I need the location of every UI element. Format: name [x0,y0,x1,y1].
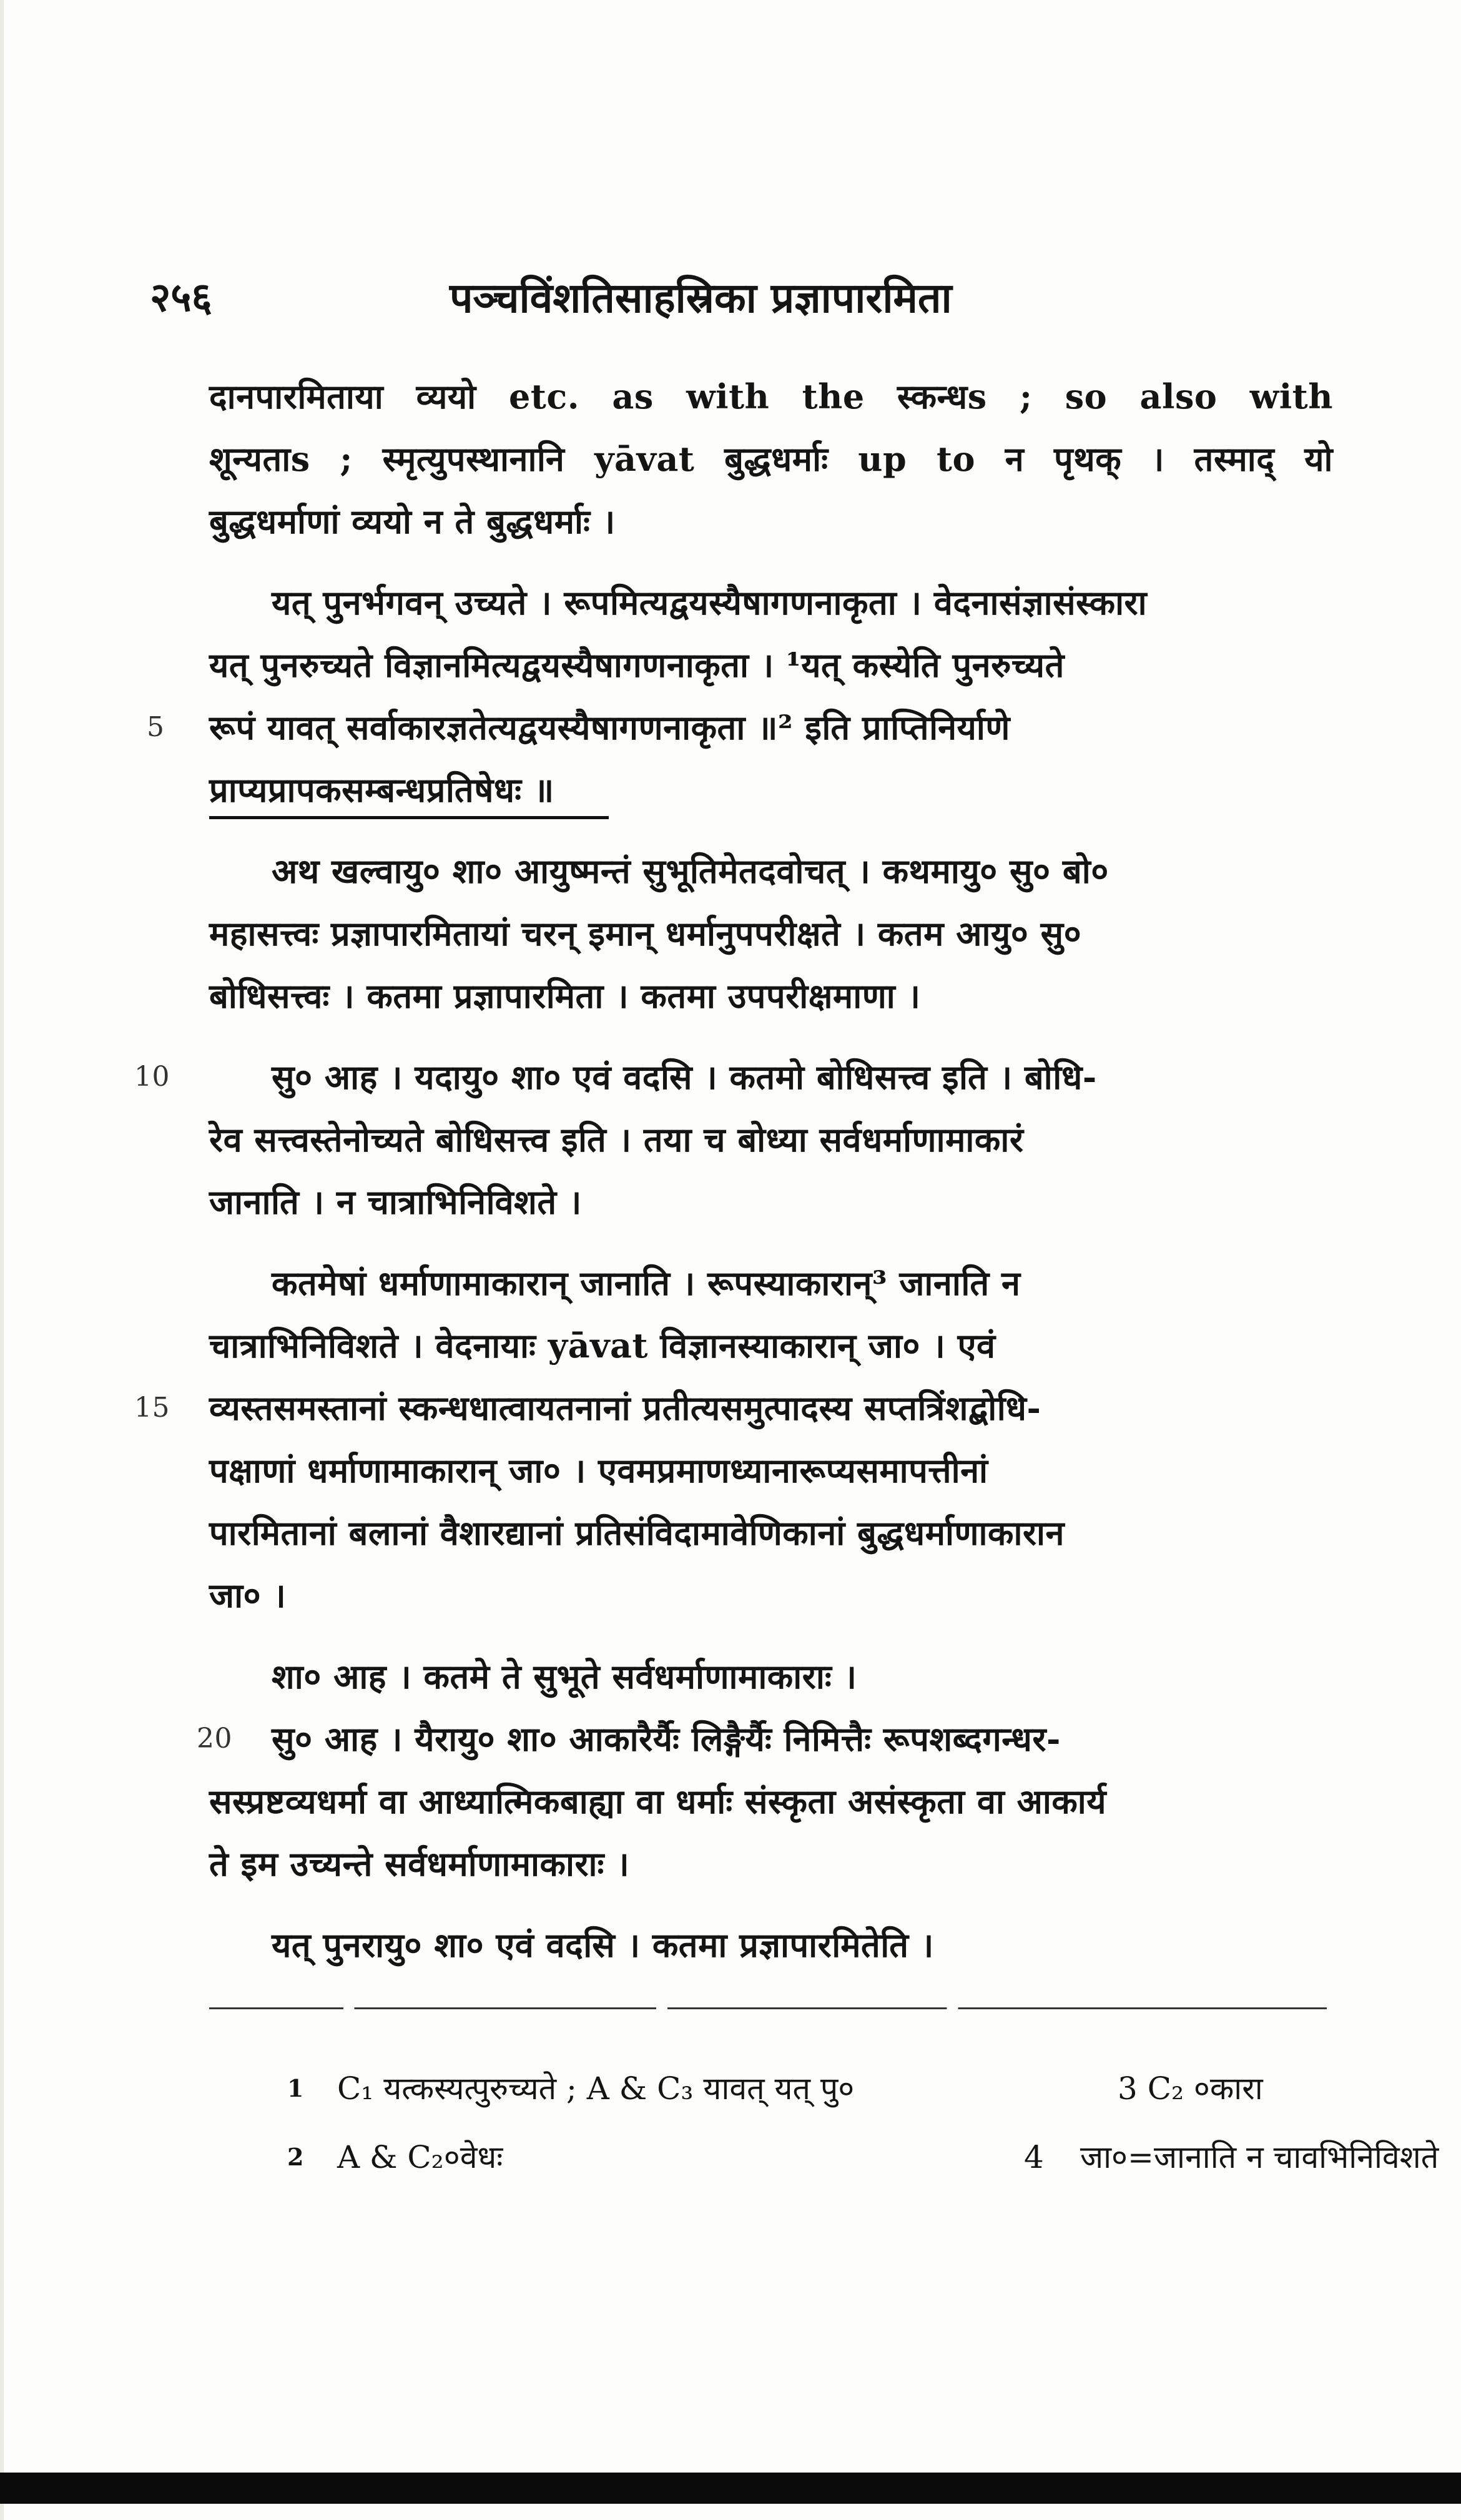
line-text: सस्प्रष्टव्यधर्मा वा आध्यात्मिकबाह्या वा धर्माः संस्कृता असंस्कृता वा आकार्य [209,1781,1107,1821]
footnote-text: A & C₂०वेधः [337,2139,503,2175]
line-text: बोधिसत्त्वः । कतमा प्रज्ञापारमिता । कतमा उपपरीक्षमाणा । [209,976,921,1016]
footnote-row [287,2123,1439,2192]
line-text: बुद्धधर्माणां व्ययो न ते बुद्धधर्माः । [209,501,616,541]
text-line [209,571,1333,634]
line-text: शून्यताs ; स्मृत्युपस्थानानि yāvat बुद्धधर्माः up to न पृथक् । तस्माद् यो [209,439,1333,479]
footnote-row [287,2054,1336,2123]
text-line [209,1833,1333,1895]
footnote-text: C₁ यत्कस्यत्पुरुच्यते ; A & C₃ यावत् यत् पु० [337,2070,855,2107]
text-line [134,1377,1333,1439]
line-text: यत् पुनरायु० शा० एवं वदसि । कतमा प्रज्ञापारमितेति । [272,1925,934,1965]
line-number: 5 [147,711,165,743]
text-line [209,1171,1333,1233]
text-line [134,1046,1333,1108]
text-line [209,1564,1333,1627]
line-text: यत् पुनरुच्यते विज्ञानमित्यद्वयस्यैषागणनाकृता । ¹यत् कस्येति पुनरुच्यते [209,645,1065,685]
line-text: ते इम उच्यन्ते सर्वधर्माणामाकाराः । [209,1844,630,1884]
text-line [209,1314,1333,1377]
footnote-number: 2 [287,2143,304,2171]
line-text: जानाति । न चात्राभिनिविशते । [209,1182,582,1222]
footnote-text: 3 C₂ ०कारा [1118,2070,1263,2107]
line-text: रेव सत्त्वस्तेनोच्यते बोधिसत्त्व इति । तया च बोध्या सर्वधर्माणामाकारं [209,1120,1024,1159]
text-line [209,840,1333,902]
heading-underline [209,816,609,819]
text-line [209,1645,1333,1708]
text-line [209,1770,1333,1833]
line-text: जा० । [209,1575,287,1615]
text-line [209,965,1333,1027]
line-text: सु० आह । यदायु० शा० एवं वदसि । कतमो बोधिसत्त्व इति । बोधि- [272,1057,1097,1097]
footnote-number: 4 [1024,2139,1044,2175]
text-line [209,1252,1333,1314]
line-text: यत् पुनर्भगवन् उच्यते । रूपमित्यद्वयस्यैषागणनाकृता । वेदनासंज्ञासंस्कारा [272,583,1148,623]
line-text: अथ खल्वायु० शा० आयुष्मन्तं सुभूतिमेतदवोचत् । कथमायु० सु० बो० [272,851,1109,891]
line-number: 20 [197,1723,232,1755]
line-text: महासत्त्वः प्रज्ञापारमितायां चरन् इमान् धर्मानुपपरीक्षते । कतम आयु० सु० [209,913,1082,953]
text-line [209,634,1333,696]
line-number: 10 [134,1061,170,1093]
line-text: रूपं यावत् सर्वाकारज्ञतेत्यद्वयस्यैषागणनाकृता ॥² इति प्राप्तिनिर्याणे [209,707,1010,747]
section-heading-line [209,759,1333,821]
line-text: पक्षाणां धर्माणामाकारान् जा० । एवमप्रमाणध्यानारूप्यसमापत्तीनां [209,1450,988,1490]
footnotes [287,2054,1439,2192]
text-line [209,490,1333,553]
text-line [209,902,1333,965]
text-line [209,1914,1333,1976]
footnote-separator [209,2007,1327,2009]
text-line [209,365,1333,428]
footnote-text: जा०=जानाति न चावभिनिविशते [1080,2139,1439,2175]
line-text: शा० आह । कतमे ते सुभूते सर्वधर्माणामाकाराः । [272,1656,857,1696]
section-heading: प्राप्यप्रापकसम्बन्धप्रतिषेधः ॥ [209,770,554,810]
line-text: पारमितानां बलानां वैशारद्यानां प्रतिसंविदामावेणिकानां बुद्धधर्माणाकारान [209,1513,1065,1553]
main-text [134,365,1333,1976]
text-line [209,1502,1333,1564]
page-header [150,268,1336,325]
page-edge [0,0,4,2520]
line-text: सु० आह । यैरायु० शा० आकारैर्यैः लिङ्गैर्यैः निमित्तैः रूपशब्दगन्धर- [272,1719,1061,1759]
text-line [209,428,1333,490]
line-text: दानपारमिताया व्ययो etc. as with the स्कन्धs ; so also with [209,377,1333,416]
text-line [197,1708,1333,1770]
page-number: २५६ [150,274,212,321]
scan-bottom-edge [0,2473,1461,2504]
line-text: चात्राभिनिविशते । वेदनायाः yāvat विज्ञानस्याकारान् जा० । एवं [209,1326,996,1366]
text-line [209,1108,1333,1171]
running-title: पञ्चविंशतिसाहस्रिका प्रज्ञापारमिता [450,273,952,322]
text-line [209,1439,1333,1502]
line-text: व्यस्तसमस्तानां स्कन्धधात्वायतनानां प्रतीत्यसमुत्पादस्य सप्तत्रिंशद्बोधि- [209,1388,1041,1428]
line-text: कतमेषां धर्माणामाकारान् जानाति । रूपस्याकारान्³ जानाति न [272,1263,1021,1303]
footnote-number: 1 [287,2074,304,2102]
line-number: 15 [134,1392,170,1424]
text-line [147,696,1333,759]
